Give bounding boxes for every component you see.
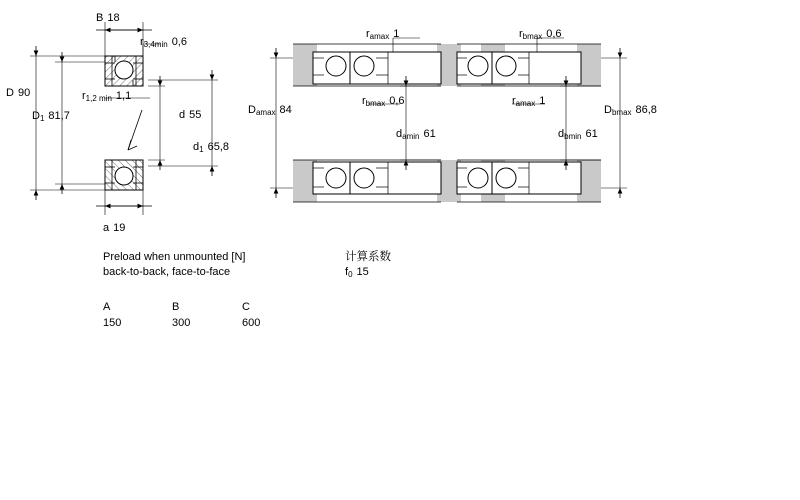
label-r12min: r1,2 min 1,1 [82, 90, 132, 103]
preload-val-B: 300 [172, 317, 191, 329]
factor-f0: f0 15 [345, 266, 369, 279]
label-r34min: r3,4min 0,6 [140, 36, 187, 49]
right-bearing-arrangement [270, 38, 627, 202]
label-Damax: Damax 84 [248, 104, 292, 117]
preload-title: Preload when unmounted [N] [103, 251, 246, 263]
label-Dbmax: Dbmax 86,8 [604, 104, 657, 117]
label-B: B 18 [96, 12, 120, 24]
label-a: a 19 [103, 222, 126, 234]
label-ramax-top-left: ramax 1 [366, 28, 400, 41]
label-d1: d1 65,8 [193, 141, 229, 154]
preload-val-C: 600 [242, 317, 261, 329]
label-d: d 55 [179, 109, 202, 121]
preload-col-C: C [242, 301, 250, 313]
label-rbmax-top-right: rbmax 0,6 [519, 28, 562, 41]
label-ramax-mid-right: ramax 1 [512, 95, 546, 108]
preload-subtitle: back-to-back, face-to-face [103, 266, 231, 278]
label-rbmax-mid-left: rbmax 0,6 [362, 95, 405, 108]
label-dbmin: dbmin 61 [558, 128, 598, 141]
preload-col-A: A [103, 301, 111, 313]
preload-col-B: B [172, 301, 180, 313]
factor-title: 计算系数 [345, 251, 391, 263]
label-D1: D1 81,7 [32, 110, 70, 123]
label-damin: damin 61 [396, 128, 436, 141]
preload-val-A: 150 [103, 317, 122, 329]
label-D: D 90 [6, 87, 31, 99]
